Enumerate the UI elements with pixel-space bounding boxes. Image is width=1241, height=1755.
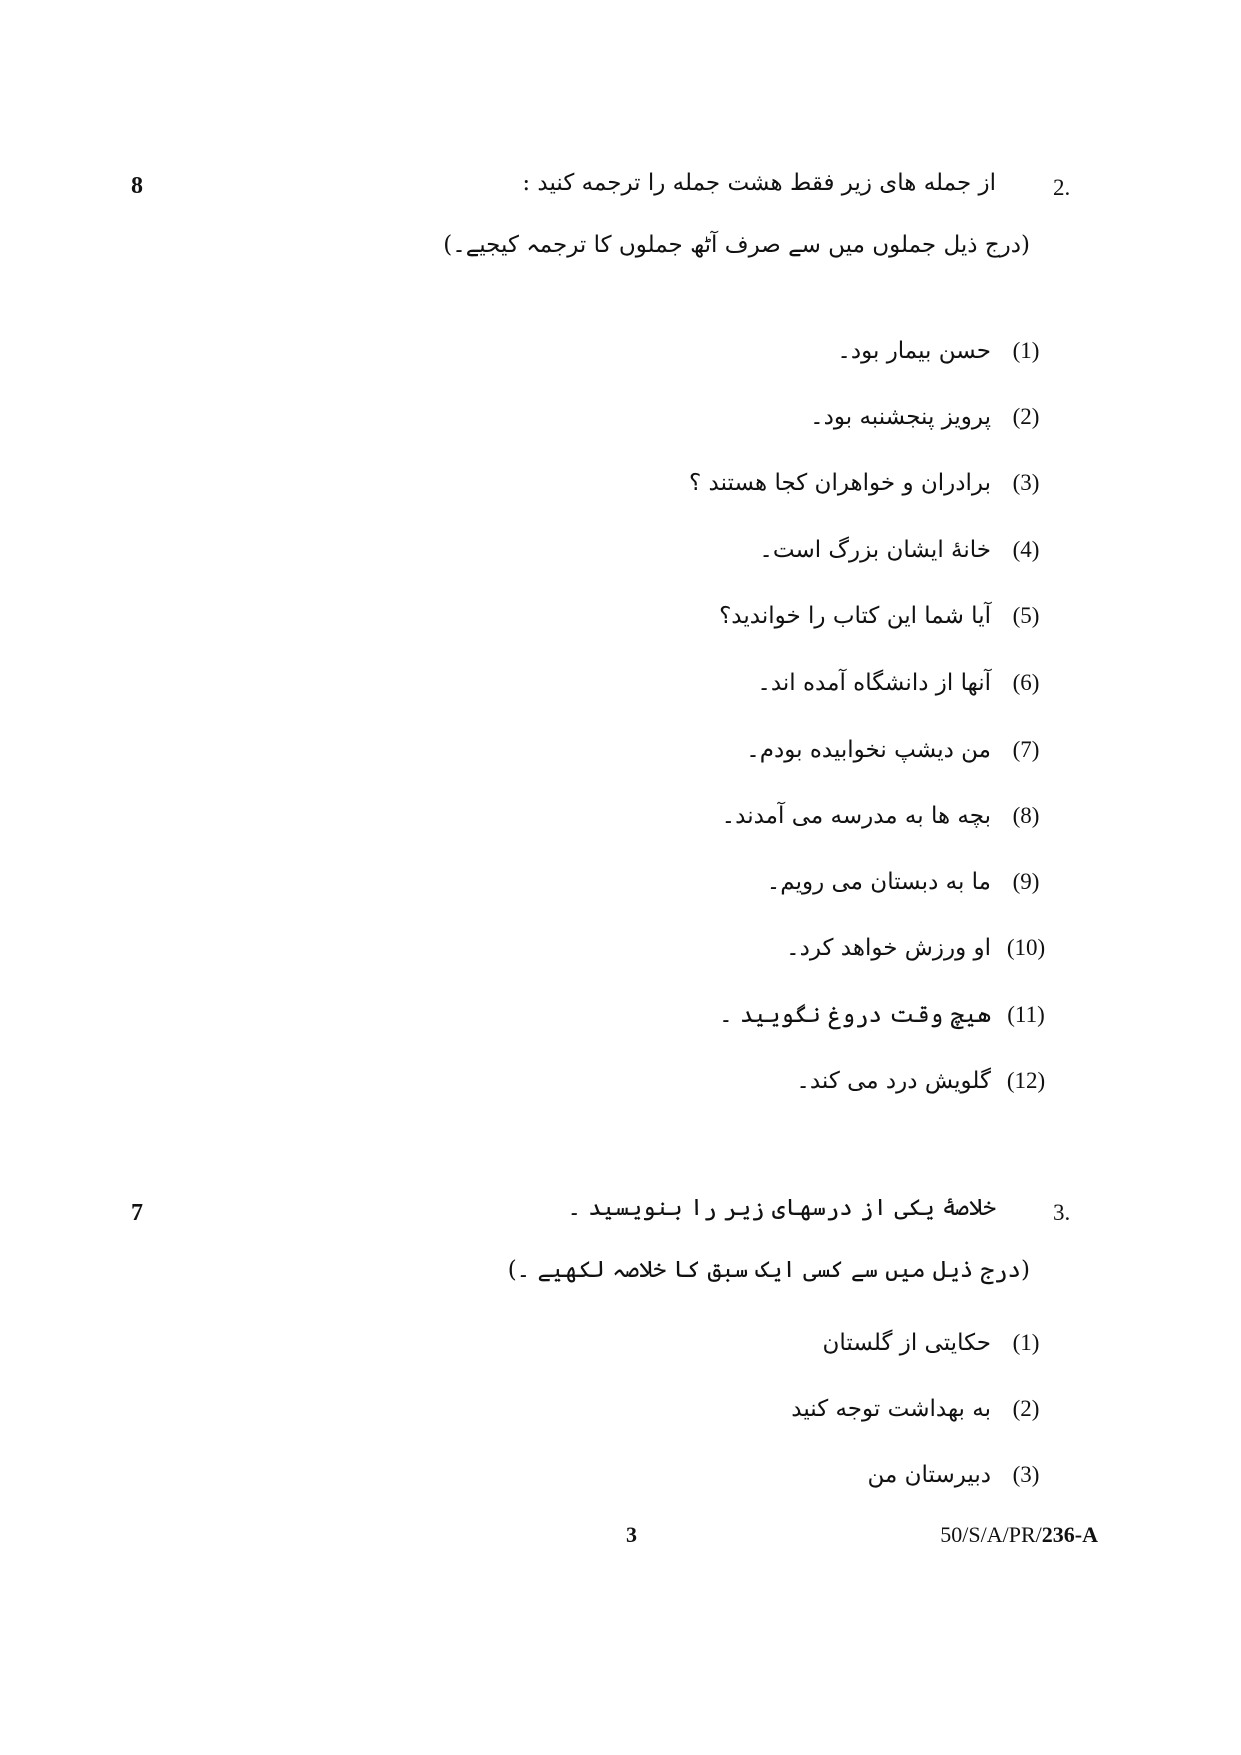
item-text: من دیشپ نخوابیده بودم۔ [746,737,991,763]
list-item [823,1330,1061,1356]
item-number: (2) [1012,404,1040,429]
item-number: (2) [1012,1396,1040,1421]
question-2-marks: 8 [131,173,143,199]
item-number: (10) [1006,935,1046,960]
item-number: (3) [1012,1462,1040,1487]
item-text: آیا شما این کتاب را خواندید؟ [719,603,991,629]
item-number: (9) [1012,869,1040,894]
item-text: او ورزش خواهد کرد۔ [786,935,991,961]
question-2-subtitle: (درج ذیل جملوں میں سے صرف آٹھ جملوں کا ترجمہ کیجیے۔) [443,232,1030,258]
question-3-title: خلاصهٔ یکی از درسهای زیر را بنویسید ۔ [567,1195,996,1221]
list-item [722,803,1061,829]
item-number: (1) [1012,1330,1040,1355]
item-text: هیچ وقت دروغ نگویید ۔ [719,1002,991,1028]
item-text: برادران و خواهران کجا هستند ؟ [689,470,991,496]
item-text: پرویز پنجشنبه بود۔ [810,404,991,430]
question-2-title: از جمله های زیر فقط هشت جمله را ترجمه کنید : [522,170,996,196]
list-item [767,869,1061,895]
question-3-number: 3. [1053,1200,1071,1225]
item-number: (6) [1012,670,1040,695]
question-2-number: 2. [1053,175,1071,200]
item-text: آنها از دانشگاه آمده اند۔ [757,670,991,696]
item-number: (4) [1012,537,1040,562]
paper-code-suffix: 236-A [1041,1522,1098,1547]
item-text: حسن بیمار بود۔ [837,338,991,364]
list-item [867,1462,1061,1488]
item-number: (11) [1007,1002,1045,1027]
question-3-marks: 7 [131,1200,143,1226]
list-item [791,1396,1061,1422]
list-item [796,1068,1061,1094]
item-number: (1) [1012,338,1040,363]
item-text: ما به دبستان می رویم۔ [766,869,991,895]
item-text: به بهداشت توجه کنید [791,1396,991,1422]
item-number: (8) [1012,803,1040,828]
item-text: دبیرستان من [867,1462,991,1488]
list-item [719,1002,1061,1028]
question-3-subtitle: (درج ذیل میں سے کسی ایک سبق کا خلاصہ لکھیے ۔) [507,1257,1030,1283]
list-item [837,338,1061,364]
list-item [786,935,1061,961]
paper-code-prefix: 50/S/A/PR/ [940,1522,1042,1547]
item-text: خانهٔ ایشان بزرگ است۔ [759,537,991,563]
item-number: (12) [1006,1068,1046,1093]
list-item [689,470,1061,496]
list-item [810,404,1061,430]
item-text: حکایتی از گلستان [822,1330,991,1356]
item-text: بچه ها به مدرسه می آمدند۔ [721,803,991,829]
item-number: (5) [1012,603,1040,628]
list-item [759,537,1061,563]
item-number: (7) [1012,737,1040,762]
page-number: 3 [626,1522,637,1547]
item-text: گلویش درد می کند۔ [796,1068,991,1094]
list-item [757,670,1061,696]
list-item [719,603,1061,629]
item-number: (3) [1012,470,1040,495]
paper-code [940,1522,1098,1548]
list-item [746,737,1061,763]
